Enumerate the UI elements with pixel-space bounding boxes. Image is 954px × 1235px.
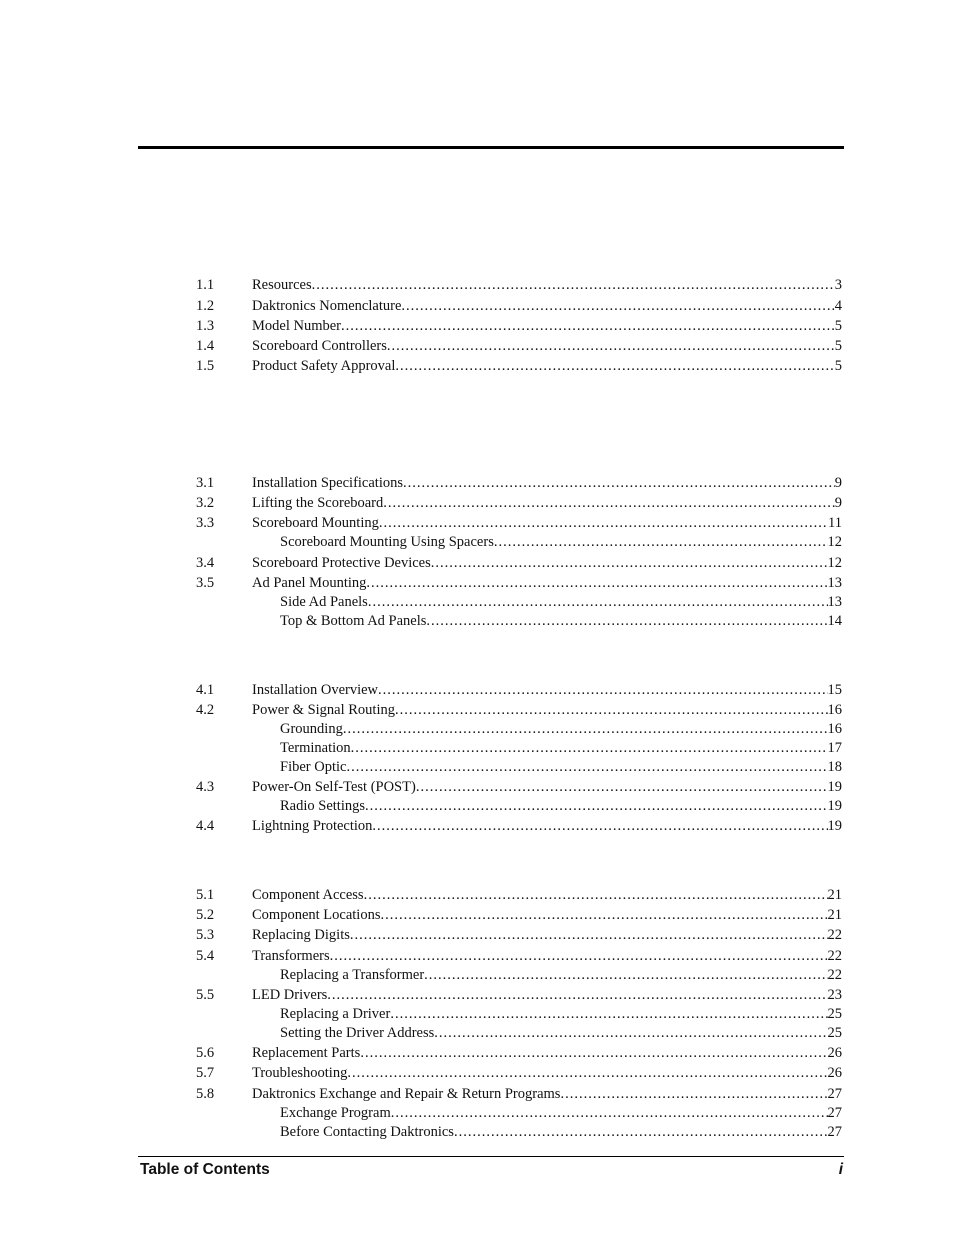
dot-leader: [391, 1103, 828, 1123]
dot-leader: [379, 513, 828, 533]
toc-page-number: 19: [827, 798, 842, 814]
toc-entry[interactable]: [196, 816, 842, 836]
toc-title: LED Drivers: [252, 987, 328, 1003]
toc-subentry[interactable]: [196, 1103, 842, 1123]
toc-entry[interactable]: [196, 905, 842, 925]
dot-leader: [383, 493, 834, 513]
toc-title: Replacing a Driver: [280, 1006, 391, 1022]
dot-leader: [431, 553, 828, 573]
dot-leader: [365, 796, 828, 816]
toc-section-number: 1.4: [196, 338, 215, 354]
toc-title: Daktronics Nomenclature: [252, 298, 402, 314]
toc-title: Resources: [252, 277, 312, 293]
toc-entry[interactable]: [196, 885, 842, 905]
toc-title: Termination: [280, 740, 351, 756]
toc-subentry[interactable]: [196, 1122, 842, 1142]
toc-title: Power & Signal Routing: [252, 702, 395, 718]
toc-page-number: 22: [827, 967, 842, 983]
toc-section-number: 3.3: [196, 515, 215, 531]
toc-title: Product Safety Approval: [252, 358, 396, 374]
toc-title: Lightning Protection: [252, 818, 373, 834]
dot-leader: [454, 1122, 828, 1142]
toc-section-number: 3.5: [196, 575, 215, 591]
toc-page-number: 17: [827, 740, 842, 756]
toc-section-number: 3.1: [196, 475, 215, 491]
toc-section-number: 5.7: [196, 1065, 215, 1081]
toc-subentry[interactable]: [196, 532, 842, 552]
toc-page-number: 23: [827, 987, 842, 1003]
toc-page-number: 27: [827, 1086, 842, 1102]
toc-title: Grounding: [280, 721, 343, 737]
toc-page-number: 21: [827, 907, 842, 923]
toc-page-number: 5: [834, 318, 842, 334]
toc-entry-body: [252, 473, 842, 493]
dot-leader: [341, 316, 835, 336]
dot-leader: [343, 719, 828, 739]
toc-title: Fiber Optic: [280, 759, 347, 775]
footer-page-number: i: [838, 1161, 843, 1178]
toc-section-number: 4.2: [196, 702, 215, 718]
toc-page-number: 15: [827, 682, 842, 698]
dot-leader: [560, 1084, 827, 1104]
toc-subentry[interactable]: [196, 1004, 842, 1024]
toc-subentry[interactable]: [196, 611, 842, 631]
toc-title: Before Contacting Daktronics: [280, 1124, 454, 1140]
toc-entry[interactable]: [196, 356, 842, 376]
toc-entry-body: [252, 905, 842, 925]
toc-page-number: 12: [827, 555, 842, 571]
dot-leader: [364, 885, 828, 905]
toc-page-number: 9: [834, 475, 842, 491]
toc-title: Replacing Digits: [252, 927, 350, 943]
dot-leader: [390, 1004, 827, 1024]
toc-entry-body: [252, 816, 842, 836]
toc-entry-body: [252, 296, 842, 316]
toc-page-number: 25: [827, 1006, 842, 1022]
toc-title: Daktronics Exchange and Repair & Return Programs: [252, 1086, 561, 1102]
toc-entry[interactable]: [196, 473, 842, 493]
toc-entry-body: [252, 573, 842, 593]
toc-page-number: 18: [827, 759, 842, 775]
toc-page-number: 13: [827, 575, 842, 591]
toc-title: Scoreboard Mounting Using Spacers: [280, 534, 494, 550]
toc-page-number: 21: [827, 887, 842, 903]
toc-title: Setting the Driver Address: [280, 1025, 435, 1041]
toc-entry-body: [280, 611, 842, 631]
dot-leader: [351, 738, 828, 758]
toc-page-number: 16: [827, 721, 842, 737]
header-rule: [138, 146, 844, 149]
toc-subentry[interactable]: [196, 719, 842, 739]
toc-entry-body: [280, 1023, 842, 1043]
toc-section-number: 4.3: [196, 779, 215, 795]
toc-title: Transformers: [252, 948, 330, 964]
toc-title: Exchange Program: [280, 1105, 391, 1121]
toc-page-number: 26: [827, 1065, 842, 1081]
dot-leader: [424, 965, 827, 985]
toc-entry-body: [252, 946, 842, 966]
toc-title: Side Ad Panels: [280, 594, 368, 610]
toc-entry[interactable]: [196, 316, 842, 336]
toc-entry-body: [252, 275, 842, 295]
toc-page-number: 5: [834, 338, 842, 354]
toc-page-number: 14: [827, 613, 842, 629]
toc-title: Scoreboard Mounting: [252, 515, 379, 531]
toc-page-number: 27: [827, 1124, 842, 1140]
toc-title: Scoreboard Protective Devices: [252, 555, 431, 571]
toc-title: Lifting the Scoreboard: [252, 495, 384, 511]
toc-entry-body: [280, 965, 842, 985]
dot-leader: [494, 532, 828, 552]
toc-section-number: 5.6: [196, 1045, 215, 1061]
toc-entry[interactable]: [196, 700, 842, 720]
toc-title: Installation Overview: [252, 682, 379, 698]
toc-page-number: 25: [827, 1025, 842, 1041]
footer-title: Table of Contents: [140, 1161, 270, 1178]
toc-page-number: 4: [834, 298, 842, 314]
dot-leader: [346, 757, 827, 777]
toc-entry[interactable]: [196, 336, 842, 356]
toc-entry-body: [280, 796, 842, 816]
toc-entry-body: [280, 719, 842, 739]
toc-section-number: 5.2: [196, 907, 215, 923]
toc-page-number: 12: [827, 534, 842, 550]
toc-section-number: 5.4: [196, 948, 215, 964]
toc-subentry[interactable]: [196, 757, 842, 777]
toc-entry[interactable]: [196, 513, 842, 533]
toc-entry[interactable]: [196, 777, 842, 797]
toc-page-number: 19: [827, 779, 842, 795]
toc-subentry[interactable]: [196, 738, 842, 758]
toc-title: Replacement Parts: [252, 1045, 361, 1061]
dot-leader: [401, 296, 834, 316]
toc-section-number: 5.8: [196, 1086, 215, 1102]
toc-title: Replacing a Transformer: [280, 967, 425, 983]
toc-section-number: 1.3: [196, 318, 215, 334]
toc-entry-body: [280, 592, 842, 612]
dot-leader: [372, 816, 827, 836]
toc-page-number: 5: [834, 358, 842, 374]
toc-entry-body: [280, 757, 842, 777]
toc-entry-body: [280, 1103, 842, 1123]
dot-leader: [350, 925, 828, 945]
dot-leader: [360, 1043, 827, 1063]
dot-leader: [395, 356, 834, 376]
toc-section-number: 5.3: [196, 927, 215, 943]
dot-leader: [327, 985, 827, 1005]
toc-entry-body: [252, 356, 842, 376]
toc-page-number: 26: [827, 1045, 842, 1061]
toc-section-number: 1.1: [196, 277, 215, 293]
toc-entry[interactable]: [196, 946, 842, 966]
toc-entry-body: [252, 1063, 842, 1083]
toc-entry-body: [252, 985, 842, 1005]
toc-page-number: 9: [834, 495, 842, 511]
toc-section-number: 5.5: [196, 987, 215, 1003]
toc-section-number: 1.2: [196, 298, 215, 314]
toc-page-number: 22: [827, 927, 842, 943]
toc-title: Scoreboard Controllers: [252, 338, 387, 354]
dot-leader: [347, 1063, 827, 1083]
footer-rule: [138, 1156, 844, 1157]
toc-section-number: 3.4: [196, 555, 215, 571]
toc-title: Power-On Self-Test (POST): [252, 779, 416, 795]
toc-entry-body: [280, 532, 842, 552]
toc-subentry[interactable]: [196, 796, 842, 816]
dot-leader: [330, 946, 828, 966]
toc-entry-body: [252, 700, 842, 720]
dot-leader: [312, 275, 835, 295]
toc-title: Component Access: [252, 887, 364, 903]
toc-section-number: 3.2: [196, 495, 215, 511]
toc-entry[interactable]: [196, 1043, 842, 1063]
toc-entry[interactable]: [196, 275, 842, 295]
toc-entry-body: [252, 493, 842, 513]
toc-title: Model Number: [252, 318, 341, 334]
dot-leader: [403, 473, 835, 493]
toc-section-number: 4.1: [196, 682, 215, 698]
dot-leader: [416, 777, 828, 797]
toc-entry[interactable]: [196, 1063, 842, 1083]
toc-entry-body: [280, 1004, 842, 1024]
toc-subentry[interactable]: [196, 1023, 842, 1043]
dot-leader: [426, 611, 827, 631]
toc-title: Component Locations: [252, 907, 381, 923]
toc-entry-body: [252, 1084, 842, 1104]
toc-entry[interactable]: [196, 493, 842, 513]
dot-leader: [395, 700, 828, 720]
toc-title: Top & Bottom Ad Panels: [280, 613, 427, 629]
toc-subentry[interactable]: [196, 592, 842, 612]
toc-entry-body: [252, 885, 842, 905]
toc-entry-body: [252, 680, 842, 700]
dot-leader: [378, 680, 827, 700]
toc-page-number: 22: [827, 948, 842, 964]
toc-entry[interactable]: [196, 925, 842, 945]
toc-entry-body: [252, 513, 842, 533]
toc-section-number: 1.5: [196, 358, 215, 374]
toc-page-number: 19: [827, 818, 842, 834]
toc-entry-body: [280, 1122, 842, 1142]
toc-page-number: 27: [827, 1105, 842, 1121]
toc-section-number: 5.1: [196, 887, 215, 903]
toc-entry-body: [252, 777, 842, 797]
toc-page-number: 13: [827, 594, 842, 610]
dot-leader: [366, 573, 827, 593]
toc-entry[interactable]: [196, 296, 842, 316]
toc-entry[interactable]: [196, 985, 842, 1005]
dot-leader: [380, 905, 827, 925]
toc-entry-body: [252, 336, 842, 356]
toc-entry[interactable]: [196, 553, 842, 573]
dot-leader: [387, 336, 835, 356]
toc-title: Radio Settings: [280, 798, 365, 814]
dot-leader: [434, 1023, 827, 1043]
toc-entry[interactable]: [196, 573, 842, 593]
toc-page-number: 3: [834, 277, 842, 293]
dot-leader: [368, 592, 828, 612]
toc-subentry[interactable]: [196, 965, 842, 985]
toc-title: Troubleshooting: [252, 1065, 348, 1081]
toc-entry[interactable]: [196, 1084, 842, 1104]
toc-entry-body: [280, 738, 842, 758]
toc-title: Ad Panel Mounting: [252, 575, 367, 591]
toc-entry-body: [252, 1043, 842, 1063]
toc-section-number: 4.4: [196, 818, 215, 834]
toc-page-number: 11: [828, 515, 842, 531]
toc-page-number: 16: [827, 702, 842, 718]
toc-entry[interactable]: [196, 680, 842, 700]
toc-entry-body: [252, 925, 842, 945]
toc-entry-body: [252, 553, 842, 573]
toc-entry-body: [252, 316, 842, 336]
toc-title: Installation Specifications: [252, 475, 404, 491]
